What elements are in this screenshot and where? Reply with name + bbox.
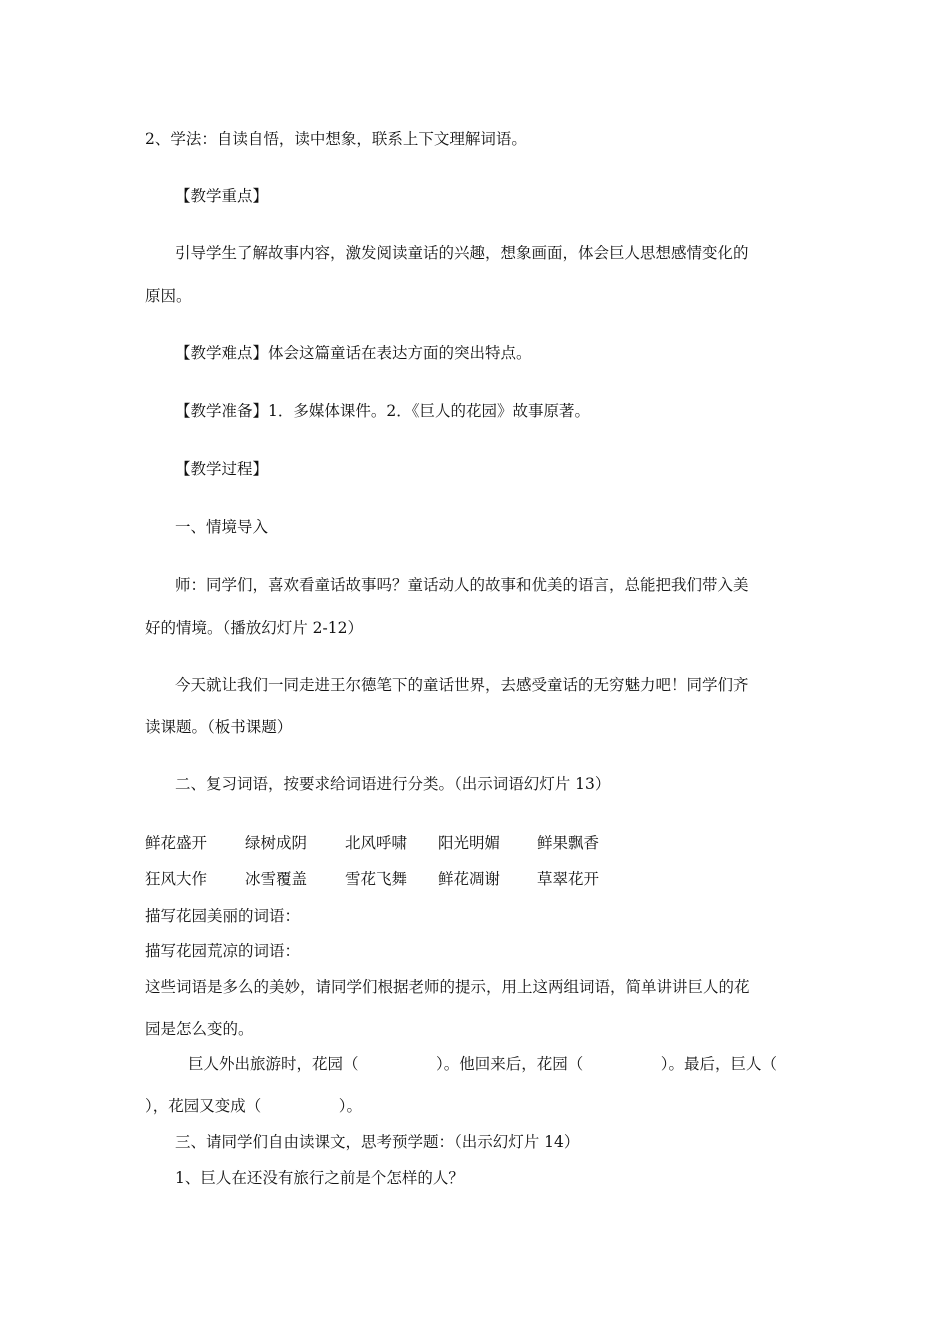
teacher-line-1: 师：同学们，喜欢看童话故事吗？童话动人的故事和优美的语言，总能把我们带入美	[175, 576, 749, 594]
today-line-2: 读课题。（板书课题）	[145, 718, 293, 736]
section-2-heading: 二、复习词语，按要求给词语进行分类。（出示词语幻灯片 13）	[175, 775, 611, 793]
question-1: 1、巨人在还没有旅行之前是个怎样的人？	[175, 1169, 464, 1187]
today-line-1: 今天就让我们一同走进王尔德笔下的童话世界，去感受童话的无穷魅力吧！同学们齐	[175, 676, 749, 694]
section-3-heading: 三、请同学们自由读课文，思考预学题：（出示幻灯片 14）	[175, 1133, 580, 1151]
fill-in-line-1: 巨人外出旅游时，花园（ ）。他回来后，花园（ ）。最后，巨人（	[188, 1055, 778, 1073]
word-item: 鲜花凋谢	[438, 870, 501, 888]
fill-in-line-2: ），花园又变成（ ）。	[145, 1097, 363, 1115]
word-item: 雪花飞舞	[345, 870, 408, 888]
word-item: 草翠花开	[537, 870, 600, 888]
wonder-line-1: 这些词语是多么的美妙，请同学们根据老师的提示，用上这两组词语，简单讲讲巨人的花	[145, 978, 750, 996]
key-point-heading: 【教学重点】	[175, 187, 269, 205]
wonder-line-2: 园是怎么变的。	[145, 1020, 254, 1038]
word-item: 鲜花盛开	[145, 834, 208, 852]
word-item: 北风呼啸	[345, 834, 408, 852]
preparation-line: 【教学准备】1．多媒体课件。2．《巨人的花园》故事原著。	[175, 402, 590, 420]
process-heading: 【教学过程】	[175, 460, 269, 478]
key-point-line-1: 引导学生了解故事内容，激发阅读童话的兴趣，想象画面，体会巨人思想感情变化的	[175, 244, 749, 262]
desolate-words-label: 描写花园荒凉的词语：	[145, 942, 301, 960]
teacher-line-2: 好的情境。（播放幻灯片 2-12）	[145, 619, 363, 637]
word-item: 狂风大作	[145, 870, 208, 888]
word-item: 绿树成阴	[245, 834, 308, 852]
difficulty-line: 【教学难点】体会这篇童话在表达方面的突出特点。	[175, 344, 532, 362]
key-point-line-2: 原因。	[145, 287, 192, 305]
word-item: 冰雪覆盖	[245, 870, 308, 888]
study-method: 2、学法：自读自悟，读中想象，联系上下文理解词语。	[145, 130, 527, 148]
section-1-heading: 一、情境导入	[175, 518, 269, 536]
word-item: 鲜果飘香	[537, 834, 600, 852]
beautiful-words-label: 描写花园美丽的词语：	[145, 907, 301, 925]
word-item: 阳光明媚	[438, 834, 501, 852]
